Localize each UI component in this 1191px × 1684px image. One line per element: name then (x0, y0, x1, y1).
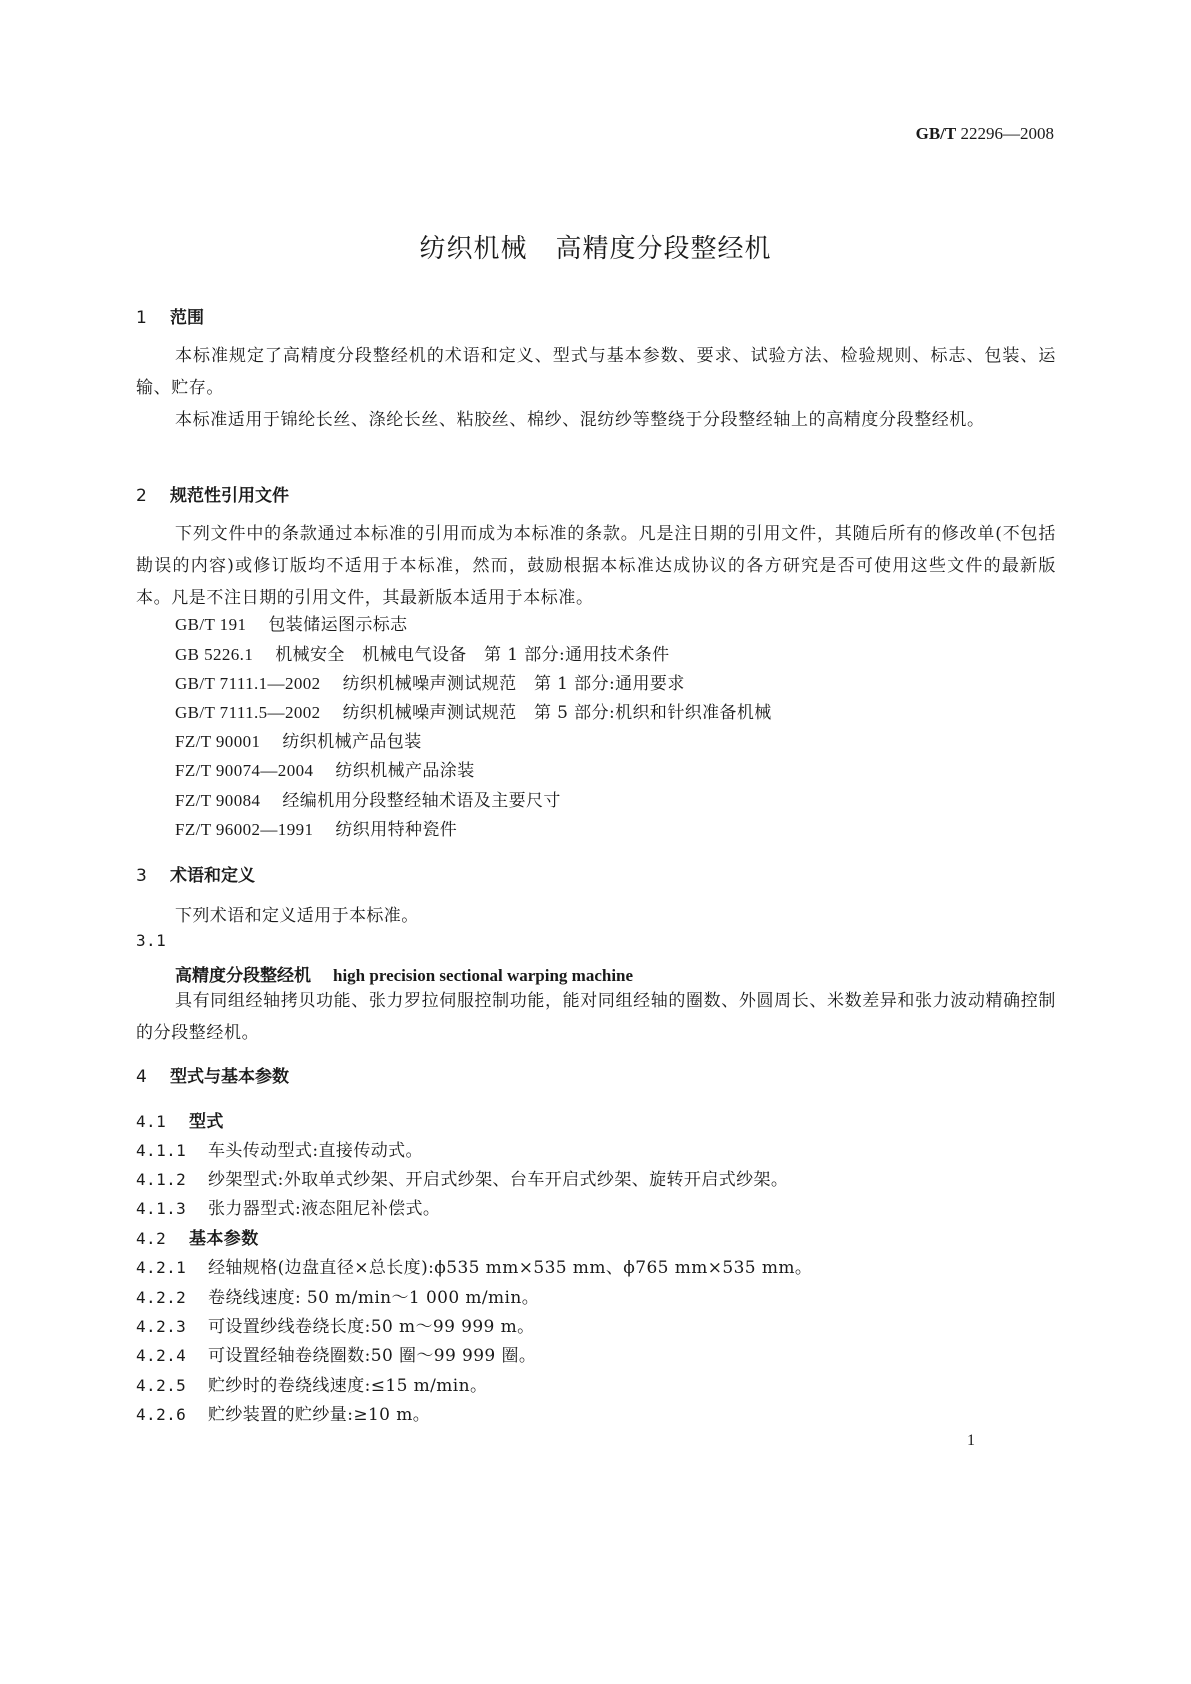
reference-item (175, 698, 772, 723)
term-entry (175, 961, 633, 986)
clause-text: 可设置纱线卷绕长度:50 m～99 999 m。 (208, 1317, 535, 1337)
reference-code: FZ/T 96002—1991 (175, 820, 314, 839)
reference-item (175, 786, 561, 811)
clause-4-2-3 (136, 1312, 535, 1337)
reference-code: GB 5226.1 (175, 645, 254, 664)
term-definition: 具有同组经轴拷贝功能、张力罗拉伺服控制功能，能对同组经轴的圈数、外圆周长、米数差异和张力波动精确控制的分段整经机。 (136, 991, 1056, 1043)
standard-code (916, 124, 1054, 144)
reference-item (175, 815, 457, 840)
clause-number: 4.2.6 (136, 1405, 187, 1424)
section-1-paragraph-2: 本标准适用于锦纶长丝、涤纶长丝、粘胶丝、棉纱、混纺纱等整绕于分段整经轴上的高精度分段整经机。 (175, 410, 985, 430)
section-2-paragraph: 下列文件中的条款通过本标准的引用而成为本标准的条款。凡是注日期的引用文件，其随后所有的修改单(不包括勘误的内容)或修订版均不适用于本标准，然而，鼓励根据本标准达成协议的各方研究是否可使用这些文件的最新版本。凡是不注日期的引用文件，其最新版本适用于本标准。 (136, 524, 1056, 608)
clause-4-2-4 (136, 1341, 536, 1366)
clause-4-2 (136, 1224, 259, 1249)
clause-text: 贮纱时的卷绕线速度:≤15 m/min。 (208, 1376, 488, 1396)
section-3-heading (136, 861, 255, 886)
section-2-heading (136, 481, 289, 506)
reference-code: GB/T 7111.1—2002 (175, 674, 321, 693)
clause-heading: 基本参数 (189, 1229, 259, 1249)
term-number: 3.1 (136, 931, 167, 950)
section-title: 术语和定义 (170, 866, 255, 886)
title-part-2: 高精度分段整经机 (555, 234, 772, 264)
clause-4-1-2 (136, 1165, 788, 1190)
reference-item (175, 669, 685, 694)
section-3-paragraph: 下列术语和定义适用于本标准。 (175, 906, 419, 926)
page-title (0, 228, 1191, 265)
clause-number: 4.1.2 (136, 1170, 187, 1189)
section-number: 2 (136, 486, 147, 506)
clause-4-2-1 (136, 1253, 812, 1278)
reference-code: GB/T 7111.5—2002 (175, 703, 321, 722)
clause-text: 可设置经轴卷绕圈数:50 圈～99 999 圈。 (208, 1346, 537, 1366)
reference-code: FZ/T 90074—2004 (175, 761, 314, 780)
reference-item (175, 756, 475, 781)
reference-code: FZ/T 90001 (175, 732, 261, 751)
term-english: high precision sectional warping machine (333, 966, 634, 985)
clause-4-1 (136, 1107, 224, 1132)
clause-4-2-2 (136, 1283, 539, 1308)
clause-4-2-6 (136, 1400, 430, 1425)
clause-number: 4.2.1 (136, 1258, 187, 1277)
clause-number: 4.2.3 (136, 1317, 187, 1336)
page-number: 1 (967, 1432, 975, 1449)
standard-number: 22296—2008 (960, 124, 1054, 143)
clause-text: 纱架型式:外取单式纱架、开启式纱架、台车开启式纱架、旋转开启式纱架。 (208, 1170, 789, 1190)
reference-title: 纺织机械产品涂装 (335, 761, 475, 781)
clause-number: 4.2.5 (136, 1376, 187, 1395)
title-part-1: 纺织机械 (419, 234, 528, 264)
reference-title: 机械安全 机械电气设备 第 1 部分:通用技术条件 (275, 645, 670, 665)
clause-text: 卷绕线速度: 50 m/min～1 000 m/min。 (208, 1288, 540, 1308)
clause-text: 经轴规格(边盘直径×总长度):ϕ535 mm×535 mm、ϕ765 mm×535 mm。 (208, 1258, 813, 1278)
clause-text: 贮纱装置的贮纱量:≥10 m。 (208, 1405, 431, 1425)
reference-code: GB/T 191 (175, 615, 247, 634)
term-chinese: 高精度分段整经机 (175, 966, 311, 986)
standard-prefix: GB/T (915, 124, 957, 143)
clause-text: 张力器型式:液态阻尼补偿式。 (208, 1199, 441, 1219)
clause-number: 4.1 (136, 1112, 167, 1131)
clause-number: 4.2 (136, 1229, 167, 1248)
section-title: 规范性引用文件 (170, 486, 289, 506)
clause-4-2-5 (136, 1371, 487, 1396)
section-1-paragraph-1: 本标准规定了高精度分段整经机的术语和定义、型式与基本参数、要求、试验方法、检验规则、标志、包装、运输、贮存。 (136, 346, 1056, 398)
reference-title: 纺织机械噪声测试规范 第 1 部分:通用要求 (342, 674, 685, 694)
reference-item (175, 640, 670, 665)
clause-4-1-1 (136, 1136, 423, 1161)
section-title: 范围 (170, 308, 204, 328)
clause-4-1-3 (136, 1194, 440, 1219)
reference-title: 纺织机械噪声测试规范 第 5 部分:机织和针织准备机械 (342, 703, 772, 723)
section-number: 4 (136, 1067, 147, 1087)
reference-title: 纺织机械产品包装 (282, 732, 422, 752)
reference-item (175, 610, 408, 635)
reference-title: 纺织用特种瓷件 (335, 820, 458, 840)
reference-code: FZ/T 90084 (175, 791, 261, 810)
clause-heading: 型式 (189, 1112, 224, 1132)
reference-item (175, 727, 422, 752)
section-1-heading (136, 303, 204, 328)
clause-number: 4.1.3 (136, 1199, 187, 1218)
clause-number: 4.2.2 (136, 1288, 187, 1307)
reference-title: 经编机用分段整经轴术语及主要尺寸 (282, 791, 561, 811)
section-4-heading (136, 1062, 289, 1087)
clause-number: 4.2.4 (136, 1346, 187, 1365)
section-title: 型式与基本参数 (170, 1067, 289, 1087)
clause-text: 车头传动型式:直接传动式。 (208, 1141, 423, 1161)
reference-title: 包装储运图示标志 (268, 615, 408, 635)
section-number: 1 (136, 308, 147, 328)
clause-number: 4.1.1 (136, 1141, 187, 1160)
section-number: 3 (136, 866, 147, 886)
